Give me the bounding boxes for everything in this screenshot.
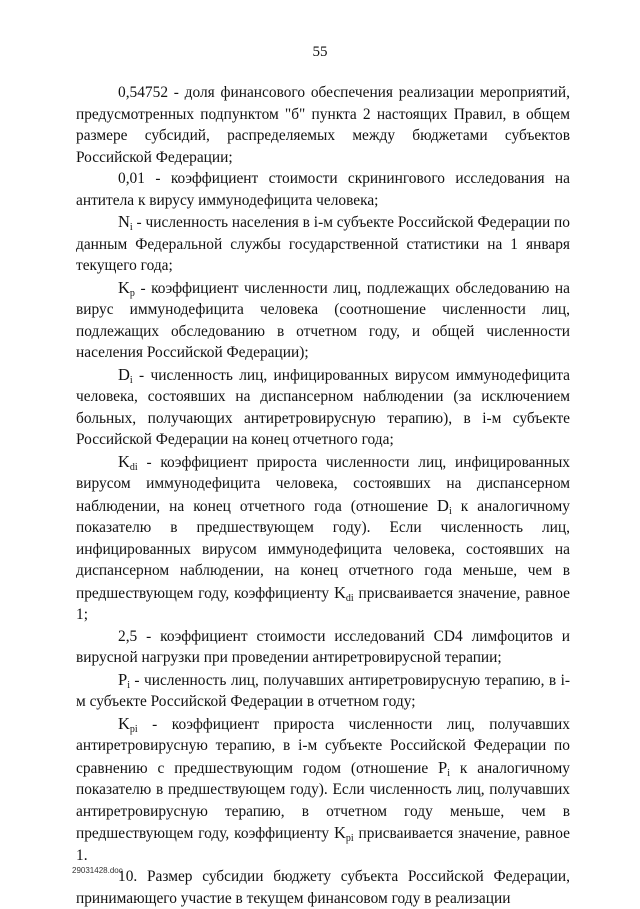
variable-symbol: K xyxy=(333,823,346,842)
paragraph-text: 0,54752 - доля финансового обеспечения реализации мероприятий, предусмотренных подпунктом "б" пункта 2 настоящих Правил, в общем размере субсидий, распределяемых между бюджетами субъектов Российской Федерации; xyxy=(76,84,570,166)
paragraph-subsidy-size xyxy=(76,866,570,909)
variable-symbol: K xyxy=(118,713,130,733)
variable-subscript: pi xyxy=(345,833,354,844)
variable-symbol: K xyxy=(118,451,130,471)
paragraph-share-coefficient xyxy=(76,82,570,168)
paragraph-text: - коэффициент прироста численности лиц, получавших антиретровирусную терапию, в i-м субъекте Российской Федерации по сравнению с предшествующим годом (отношение xyxy=(76,715,570,777)
paragraph-coefficient-kpi xyxy=(76,713,570,867)
paragraph-text: - коэффициент численности лиц, подлежащих обследованию на вирус иммунодефицита человека (соотношение численности лиц, подлежащих обследованию в отчетном году, и общей численности населения Российской Федерации); xyxy=(76,279,570,361)
paragraph-coefficient-kdi xyxy=(76,451,570,626)
document-body xyxy=(76,82,570,909)
variable-symbol: P xyxy=(438,757,448,777)
variable-symbol: N xyxy=(118,212,130,231)
variable-symbol: K xyxy=(118,277,130,297)
variable-subscript: i xyxy=(129,222,133,233)
variable-subscript: i xyxy=(448,505,452,517)
paragraph-coefficient-kp xyxy=(76,277,570,364)
variable-subscript: di xyxy=(129,461,138,473)
paragraph-text: - коэффициент прироста численности лиц, инфицированных вирусом иммунодефицита человека, состоявших на диспансерном наблюдении, на конец отчетного года (отношение xyxy=(76,453,570,515)
paragraph-text: 2,5 - коэффициент стоимости исследований CD4 лимфоцитов и вирусной нагрузки при проведении антиретровирусной терапии; xyxy=(76,627,570,666)
variable-subscript: i xyxy=(127,679,130,691)
page-number: 55 xyxy=(312,44,328,60)
document-filename: 29031428.doc xyxy=(72,866,123,875)
paragraph-text: - численность лиц, инфицированных вирусом иммунодефицита человека, состоявших на диспансерном наблюдении (за исключением больных, получающих антиретровирусную терапию), в i-м субъекте Российской Федерации на конец отчетного года; xyxy=(76,366,570,448)
paragraph-text: - численность населения в i-м субъекте Российской Федерации по данным Федеральной службы государственной статистики на 1 января текущего года; xyxy=(76,214,570,274)
paragraph-text: 10. Размер субсидии бюджету субъекта Российской Федерации, принимающего участие в текущем финансовом году в реализации xyxy=(76,868,570,907)
paragraph-therapy-pi xyxy=(76,669,570,713)
variable-symbol: P xyxy=(118,669,128,689)
variable-subscript: i xyxy=(129,374,133,386)
paragraph-population-ni xyxy=(76,211,570,277)
variable-symbol: D xyxy=(118,364,130,384)
variable-subscript: i xyxy=(447,767,450,779)
variable-subscript: di xyxy=(345,592,354,604)
paragraph-text: к аналогичному показателю в предшествующем году). Если численность лиц, получавших антиретровирусную терапию, в отчетном году меньше, чем в предшествующем году, коэффициенту xyxy=(76,759,570,842)
variable-symbol: K xyxy=(333,582,346,602)
paragraph-text: - численность лиц, получавших антиретровирусную терапию, в i-м субъекте Российской Федерации в отчетном году; xyxy=(76,671,570,710)
paragraph-text: присваивается значение, равное 1; xyxy=(76,584,570,623)
variable-symbol: D xyxy=(437,495,449,515)
paragraph-screening-coefficient xyxy=(76,168,570,211)
variable-subscript: p xyxy=(129,287,135,299)
paragraph-cd4-coefficient xyxy=(76,626,570,669)
paragraph-text: присваивается значение, равное 1. xyxy=(76,825,570,864)
variable-subscript: pi xyxy=(129,723,138,735)
paragraph-text: к аналогичному показателю в предшествующем году). Если численность лиц, инфицированных вирусом иммунодефицита человека, состоявших на диспансерном наблюдении, на конец отчетного года меньше, чем в предшествующем году, коэффициенту xyxy=(76,497,570,602)
paragraph-text: 0,01 - коэффициент стоимости скринингового исследования на антитела к вирусу иммунодефицита человека; xyxy=(76,170,570,209)
paragraph-infected-di xyxy=(76,364,570,451)
